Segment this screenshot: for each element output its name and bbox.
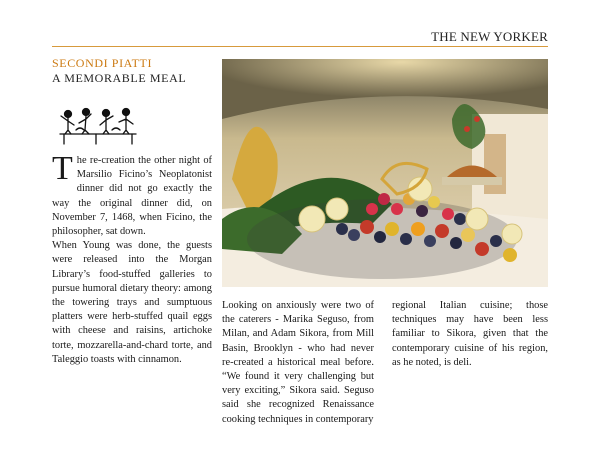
header-rule	[52, 46, 548, 47]
diners-illustration	[56, 104, 140, 146]
buffet-photo-image	[222, 59, 548, 287]
article-column-1	[52, 150, 212, 367]
headline: A MEMORABLE MEAL	[52, 71, 187, 85]
section-title: SECONDI PIATTI	[52, 56, 153, 70]
masthead: THE NEW YORKER	[431, 29, 548, 44]
paragraph-1-text: he re-creation the other night of Marsilio Ficino’s Neoplatonist dinner did not go exactly the way the original dinner did, on November 7, 1468, when Ficino, the philosopher, sat down.	[52, 155, 212, 238]
paragraph-1	[52, 150, 212, 239]
article-column-3	[392, 299, 548, 370]
paragraph-4: regional Italian cuisine; those techniques may have been less familiar to Sikora, given that the contemporary cuisine of his region, as he noted, is deli.	[392, 300, 548, 368]
paragraph-2: When Young was done, the guests were released into the Morgan Library’s food-stuffed galleries to pursue humoral dietary theory: among the towering trays and sumptuous platters were herb-stuffed quail eggs with cheese and raisins, artichoke torte, mozzarella-and-chard torte, and Taleggio toasts with cinnamon.	[52, 240, 212, 365]
drop-cap: T	[52, 150, 73, 187]
buffet-photo	[222, 59, 548, 287]
article-column-2	[222, 299, 374, 427]
diners-illustration-icon	[56, 104, 140, 146]
paragraph-3: Looking on anxiously were two of the caterers - Marika Seguso, from Milan, and Adam Sikora, from Mill Basin, Brooklyn - who had never re-created a historical meal before. “We found it very challenging but very exciting,” Sikora said. Seguso said she recognized Renaissance cooking techniques in contemporary	[222, 300, 374, 425]
